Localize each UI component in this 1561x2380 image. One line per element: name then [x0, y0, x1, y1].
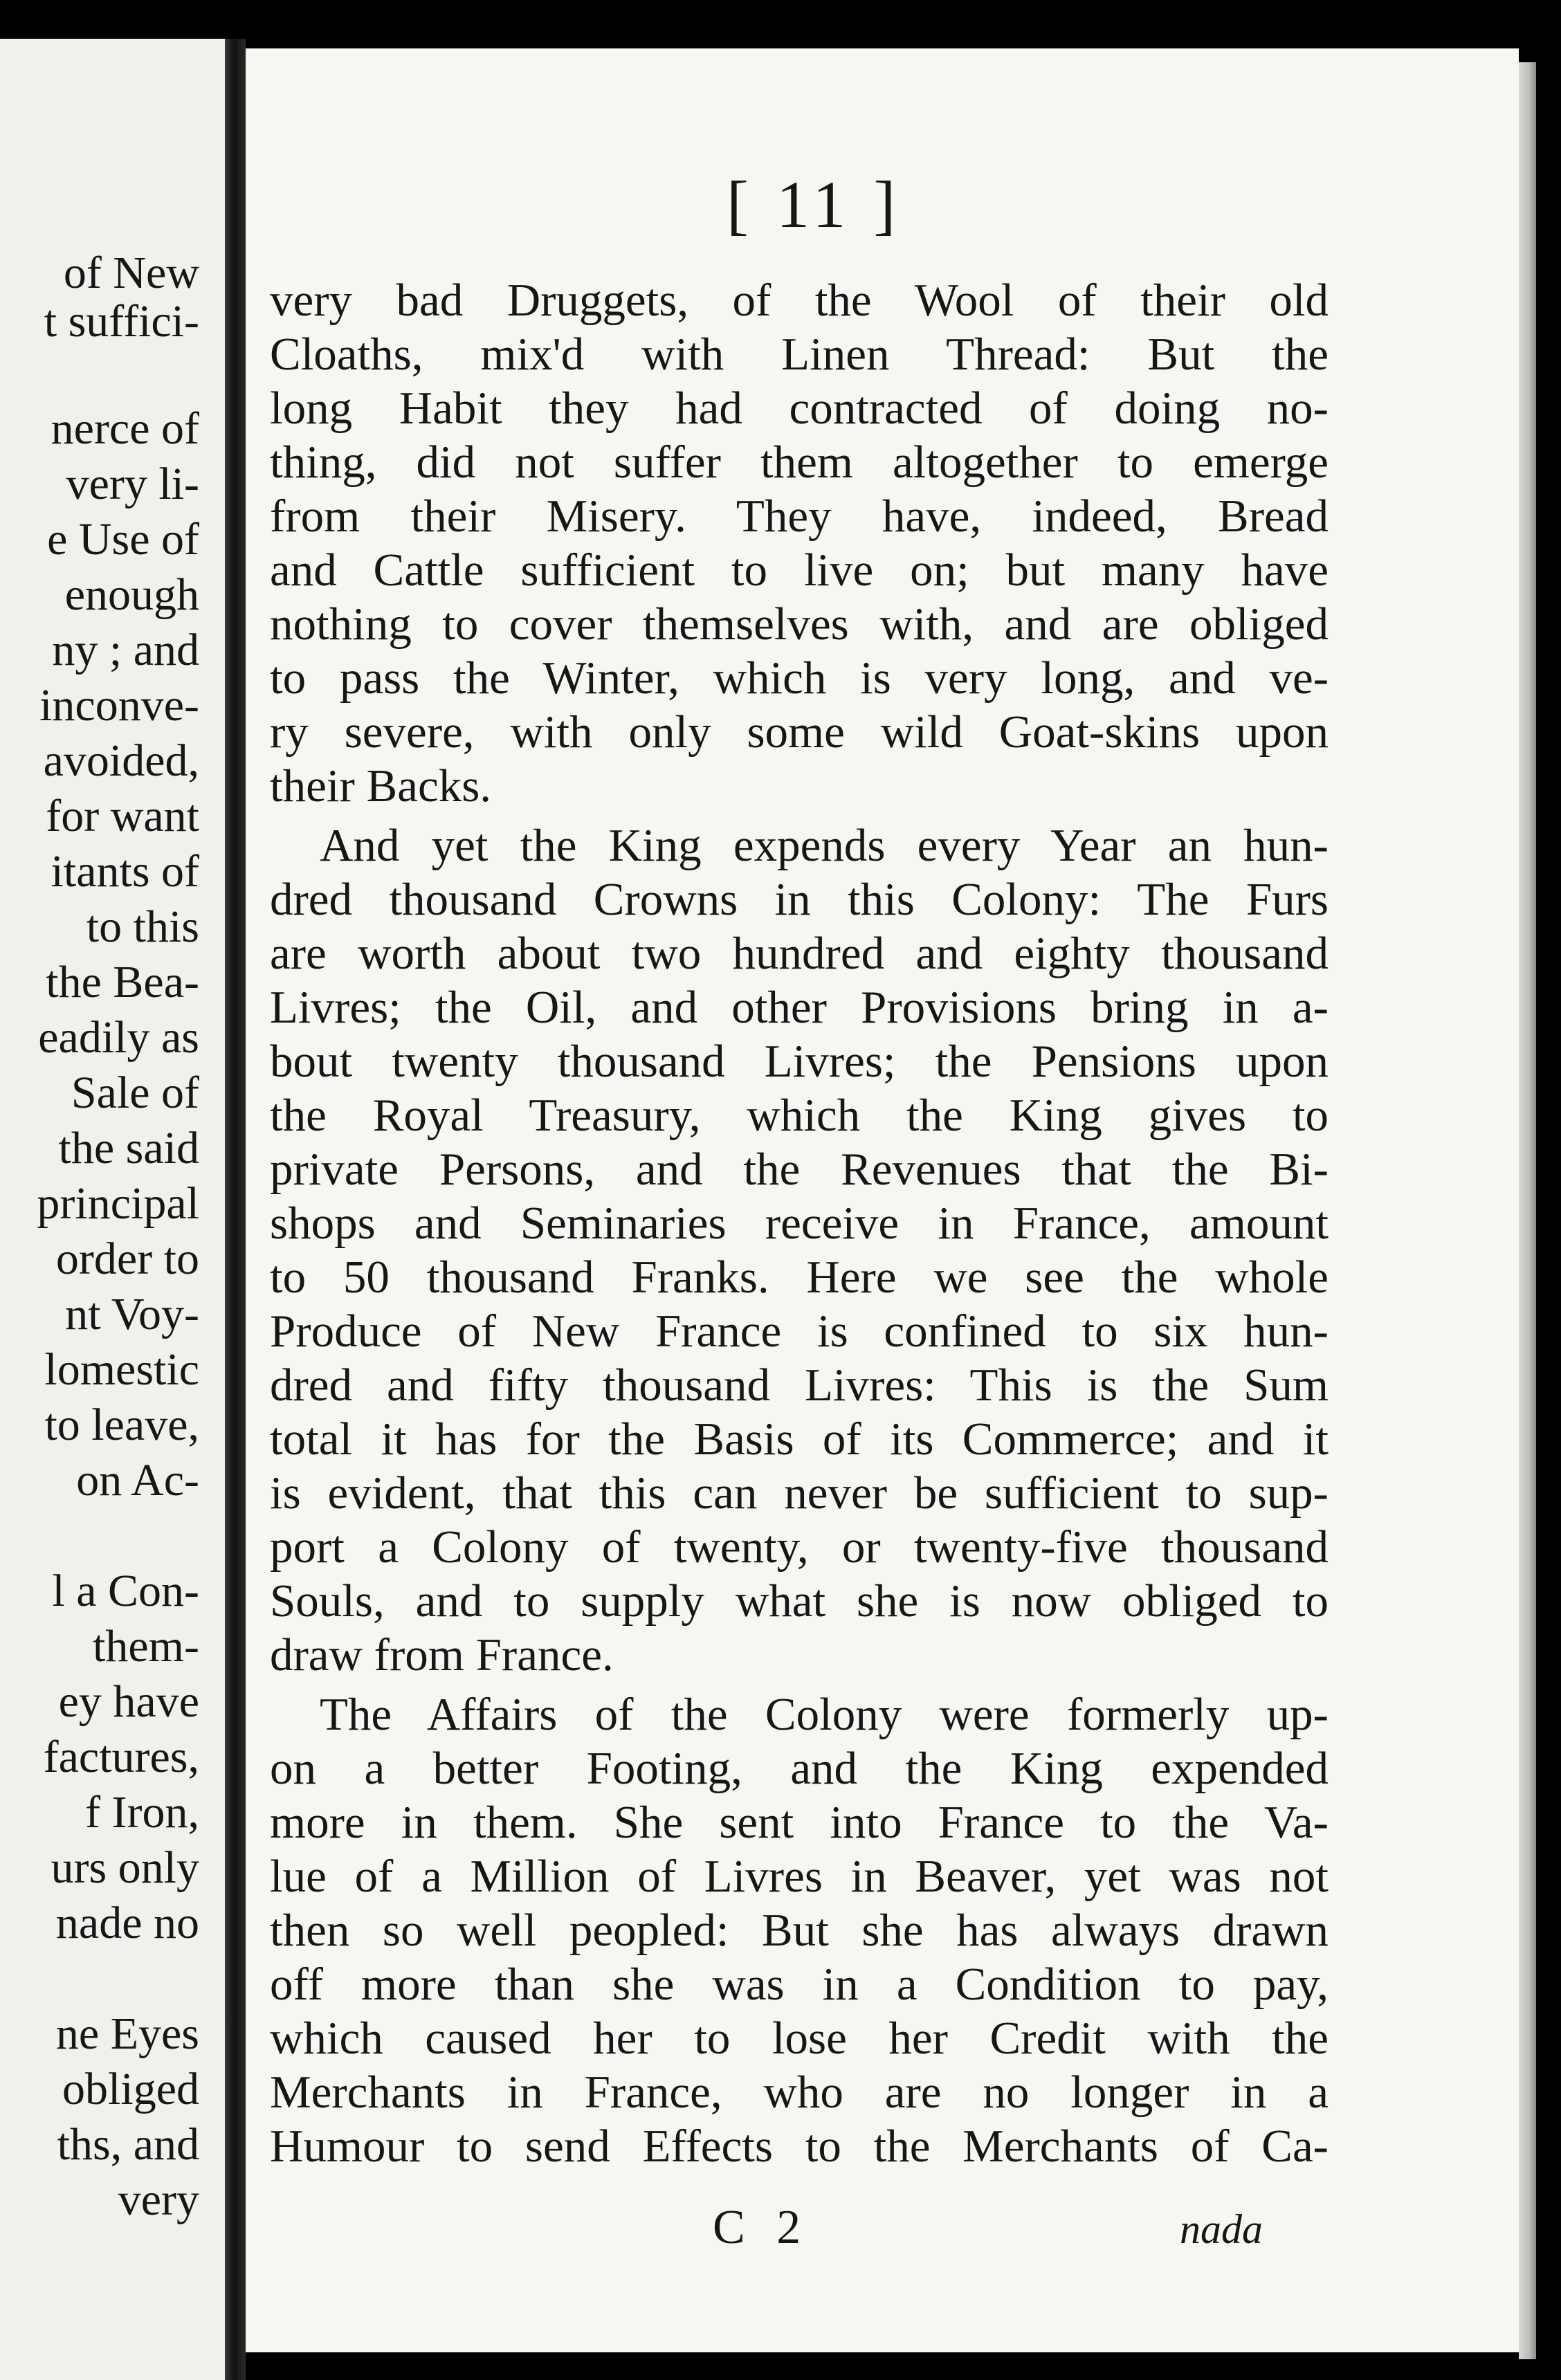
text-line: is evident, that this can never be sufficient to sup-: [270, 1467, 1329, 1519]
text-line: shops and Seminaries receive in France, amount: [270, 1198, 1329, 1249]
text-line: draw from France.: [270, 1629, 614, 1681]
left-page-line: nerce of: [51, 403, 199, 454]
page-number-header: [ 11 ]: [727, 167, 902, 241]
paragraph-first-line: And yet the King expends every Year an hun-: [320, 820, 1329, 871]
left-page-line: for want: [46, 791, 199, 841]
left-page-line: them-: [93, 1621, 199, 1672]
text-line: dred thousand Crowns in this Colony: The Furs: [270, 874, 1329, 925]
left-page-line: itants of: [51, 846, 199, 897]
left-page-line: the Bea-: [46, 957, 199, 1007]
left-page-line: of New: [63, 248, 199, 298]
text-line: which caused her to lose her Credit with the: [270, 2013, 1329, 2064]
text-line: from their Misery. They have, indeed, Bread: [270, 491, 1329, 542]
text-line: Souls, and to supply what she is now obliged to: [270, 1575, 1329, 1627]
left-page-line: ths, and: [57, 2119, 199, 2170]
left-page-line: ne Eyes: [55, 2008, 199, 2059]
left-page-line: principal: [37, 1178, 199, 1229]
text-line: then so well peopled: But she has always drawn: [270, 1905, 1329, 1956]
text-line: Merchants in France, who are no longer in a: [270, 2067, 1329, 2118]
left-page-line: urs only: [51, 1842, 199, 1893]
text-line: lue of a Million of Livres in Beaver, yet was not: [270, 1851, 1329, 1902]
text-line: nothing to cover themselves with, and are obliged: [270, 598, 1329, 650]
text-line: long Habit they had contracted of doing no-: [270, 383, 1329, 434]
text-line: bout twenty thousand Livres; the Pensions upon: [270, 1036, 1329, 1087]
left-page-line: very: [118, 2175, 199, 2225]
left-page-line: lomestic: [44, 1344, 199, 1395]
text-line: private Persons, and the Revenues that the Bi-: [270, 1144, 1329, 1195]
text-line: ry severe, with only some wild Goat-skins upon: [270, 706, 1329, 758]
left-page-line: l a Con-: [52, 1566, 199, 1616]
paragraph-first-line: The Affairs of the Colony were formerly up-: [320, 1689, 1329, 1740]
signature-mark: C 2: [713, 2201, 811, 2254]
text-line: to pass the Winter, which is very long, and ve-: [270, 652, 1329, 704]
catchword: nada: [1180, 2206, 1263, 2252]
left-page-line: avoided,: [43, 735, 199, 786]
text-line: thing, did not suffer them altogether to emerge: [270, 437, 1329, 488]
text-line: the Royal Treasury, which the King gives to: [270, 1090, 1329, 1141]
book-gutter: [225, 39, 246, 2380]
text-line: and Cattle sufficient to live on; but many have: [270, 544, 1329, 596]
left-page-line: obliged: [62, 2064, 199, 2114]
left-page-line: the said: [58, 1123, 199, 1173]
left-page-line: on Ac-: [76, 1455, 199, 1505]
text-line: Cloaths, mix'd with Linen Thread: But the: [270, 329, 1329, 380]
left-page-line: to leave,: [44, 1400, 199, 1450]
text-line: to 50 thousand Franks. Here we see the whole: [270, 1252, 1329, 1303]
text-line: Livres; the Oil, and other Provisions bring in a-: [270, 982, 1329, 1033]
left-page-line: e Use of: [47, 514, 199, 565]
text-line: on a better Footing, and the King expended: [270, 1743, 1329, 1794]
left-page-line: f Iron,: [85, 1787, 199, 1838]
left-page-line: nade no: [55, 1898, 199, 1948]
left-page-line: enough: [64, 569, 199, 620]
left-page-line: ny ; and: [52, 625, 199, 675]
left-page-line: to this: [86, 901, 199, 952]
text-line: off more than she was in a Condition to pay,: [270, 1959, 1329, 2010]
left-page-line: nt Voy-: [65, 1289, 199, 1339]
text-line: are worth about two hundred and eighty thousand: [270, 928, 1329, 979]
left-page-line: factures,: [43, 1732, 199, 1782]
text-line: their Backs.: [270, 760, 492, 812]
left-page-line: very li-: [66, 459, 199, 509]
text-line: Humour to send Effects to the Merchants of Ca-: [270, 2121, 1329, 2172]
left-page-line: t suffici-: [44, 296, 199, 347]
page-edge: [1519, 62, 1536, 2359]
left-page-line: ey have: [58, 1676, 199, 1727]
text-line: more in them. She sent into France to the Va-: [270, 1797, 1329, 1848]
text-line: port a Colony of twenty, or twenty-five thousand: [270, 1521, 1329, 1573]
text-line: very bad Druggets, of the Wool of their old: [270, 275, 1329, 326]
left-page-line: eadily as: [38, 1012, 199, 1063]
left-page-line: inconve-: [39, 680, 199, 731]
left-page-line: Sale of: [71, 1068, 199, 1118]
text-line: dred and fifty thousand Livres: This is the Sum: [270, 1360, 1329, 1411]
left-page-line: order to: [55, 1234, 199, 1284]
text-line: total it has for the Basis of its Commerce; and it: [270, 1413, 1329, 1465]
text-line: Produce of New France is confined to six hun-: [270, 1306, 1329, 1357]
